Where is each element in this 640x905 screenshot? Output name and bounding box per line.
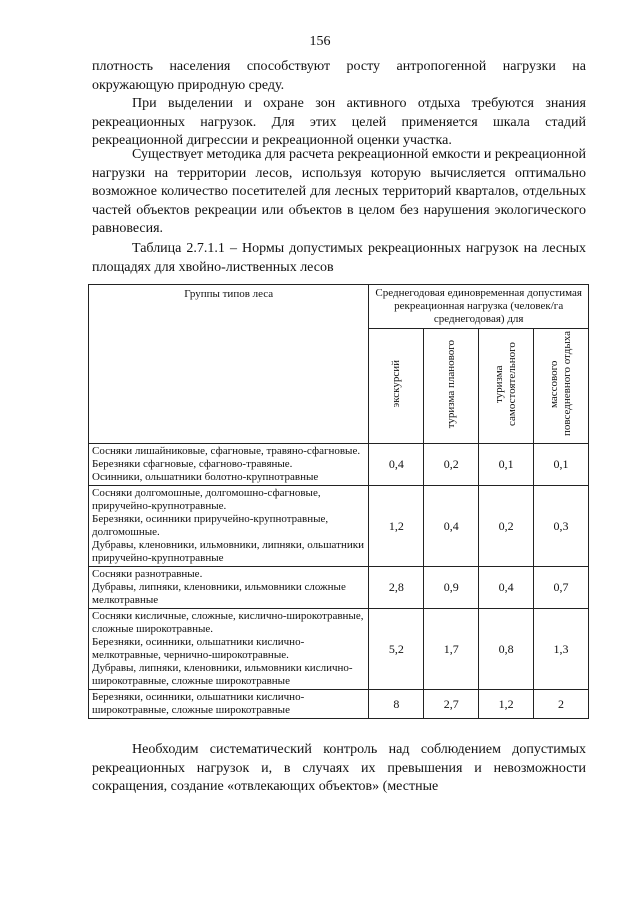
column-header <box>369 329 424 444</box>
value-cell: 0,7 <box>534 567 589 609</box>
value-cell: 8 <box>369 690 424 719</box>
forest-group-line: Сосняки лишайниковые, сфагновые, травяно-сфагновые. <box>92 445 361 457</box>
value-cell: 5,2 <box>369 609 424 690</box>
forest-group-line: Березняки сфагновые, сфагново-травяные. <box>92 458 293 470</box>
header-recreational-load: Среднегодовая единовременная допустимая рекреационная нагрузка (человек/га среднегодовая) для <box>369 285 589 329</box>
forest-group-line: Дубравы, липняки, кленовники, ильмовники сложные мелкотравные <box>92 581 346 606</box>
forest-group-cell <box>89 609 369 690</box>
header-forest-groups: Группы типов леса <box>89 285 369 444</box>
recreational-load-table <box>88 284 589 719</box>
forest-group-cell <box>89 444 369 486</box>
page-number: 156 <box>309 34 331 49</box>
paragraph-1: плотность населения способствуют росту антропогенной нагрузки на окружающую природную среду. <box>92 59 586 93</box>
forest-group-line: Осинники, ольшатники болотно-крупнотравные <box>92 471 319 483</box>
table-row <box>89 567 589 609</box>
value-cell: 2,7 <box>424 690 479 719</box>
column-header <box>534 329 589 444</box>
value-cell: 1,7 <box>424 609 479 690</box>
table-row <box>89 444 589 486</box>
value-cell: 0,4 <box>479 567 534 609</box>
value-cell: 0,4 <box>424 486 479 567</box>
column-header-text: массового повседневного отдыха <box>548 331 574 437</box>
table-row <box>89 690 589 719</box>
value-cell: 0,2 <box>479 486 534 567</box>
value-cell: 1,2 <box>369 486 424 567</box>
table-caption-text: Таблица 2.7.1.1 – Нормы допустимых рекреационных нагрузок на лесных площадях для хвойно-лиственных лесов <box>92 241 586 275</box>
forest-group-line: Березняки, осинники, ольшатники кислично-широкотравные, сложные широкотравные <box>92 691 305 716</box>
value-cell: 0,1 <box>534 444 589 486</box>
forest-group-line: Дубравы, липняки, кленовники, ильмовники кислично-широкотравные, сложные широкотравные <box>92 662 353 687</box>
paragraph-2 <box>92 95 586 151</box>
value-cell: 0,2 <box>424 444 479 486</box>
table-caption <box>92 240 586 277</box>
column-header-text: туризма планового <box>444 339 457 429</box>
forest-group-cell <box>89 690 369 719</box>
forest-group-cell <box>89 567 369 609</box>
paragraph-4 <box>92 741 586 797</box>
value-cell: 0,4 <box>369 444 424 486</box>
column-header-text: экскурсий <box>389 360 402 408</box>
forest-group-line: Сосняки кисличные, сложные, кислично-широкотравные, сложные широкотравные. <box>92 610 364 635</box>
paragraph-2-text: При выделении и охране зон активного отдыха требуются знания рекреационных нагрузок. Для этих целей применяется шкала стадий рекреационной дигрессии и рекреационной оценки участка. <box>92 96 586 148</box>
column-header <box>479 329 534 444</box>
paragraph-4-text: Необходим систематический контроль над соблюдением допустимых рекреационных нагрузок и, в случаях их превышения и невозможности сокращения, создание «отвлекающих объектов» (местные <box>92 742 586 794</box>
value-cell: 0,1 <box>479 444 534 486</box>
column-header-text: туризма самостоятельного <box>493 342 519 426</box>
paragraph-3 <box>92 146 586 239</box>
table-row <box>89 609 589 690</box>
value-cell: 1,3 <box>534 609 589 690</box>
paragraph-3-text: Существует методика для расчета рекреационной емкости и рекреационной нагрузки на территории лесов, используя которую вычисляется оптимально возможное количество посетителей для лесных территорий кварталов, отдельных частей объектов рекреации или объектов в целом без нарушения экологического равновесия. <box>92 147 586 236</box>
forest-group-cell <box>89 486 369 567</box>
forest-group-line: Березняки, осинники, ольшатники кислично-мелкотравные, чернично-широкотравные. <box>92 636 305 661</box>
value-cell: 0,3 <box>534 486 589 567</box>
column-header <box>424 329 479 444</box>
forest-group-line: Сосняки долгомошные, долгомошно-сфагновые, приручейно-крупнотравные. <box>92 487 321 512</box>
forest-group-line: Сосняки разнотравные. <box>92 568 203 580</box>
forest-group-line: Березняки, осинники приручейно-крупнотравные, долгомошные. <box>92 513 329 538</box>
forest-group-line: Дубравы, кленовники, ильмовники, липняки, ольшатники приручейно-крупнотравные <box>92 539 364 564</box>
value-cell: 2 <box>534 690 589 719</box>
value-cell: 1,2 <box>479 690 534 719</box>
table-row <box>89 486 589 567</box>
value-cell: 0,8 <box>479 609 534 690</box>
value-cell: 0,9 <box>424 567 479 609</box>
value-cell: 2,8 <box>369 567 424 609</box>
